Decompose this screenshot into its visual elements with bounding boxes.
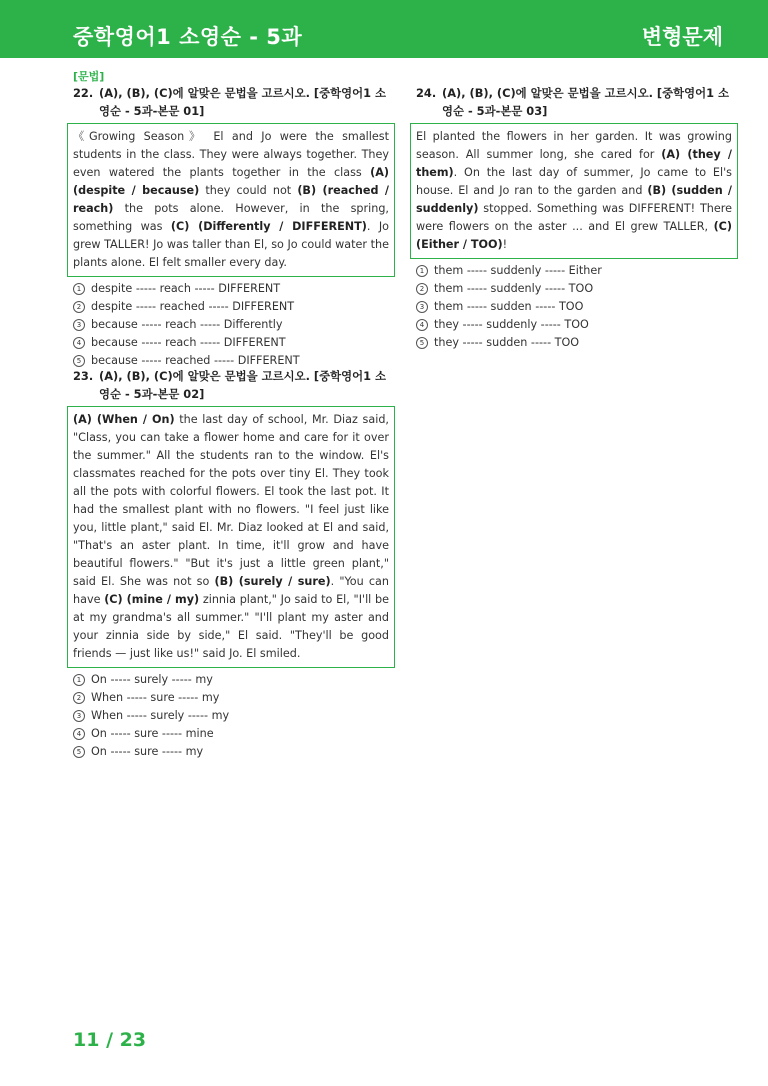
passage-text: . Jo grew TALLER! Jo was taller than El, so Jo could water the plants alone. El felt smaller every day.	[73, 220, 389, 269]
current-page: 11	[73, 1029, 100, 1051]
question-prompt: (A), (B), (C)에 알맞은 문법을 고르시오. [중학영어1 소영순 - 5과-본문 03]	[442, 86, 730, 118]
answer-options	[73, 671, 395, 761]
option-text: they ----- sudden ----- TOO	[434, 336, 580, 349]
option-text: despite ----- reached ----- DIFFERENT	[91, 300, 295, 313]
option-text: despite ----- reach ----- DIFFERENT	[91, 282, 281, 295]
option-number-circle: 5	[73, 355, 85, 367]
question-24	[416, 84, 738, 352]
blank-choice: (A) (despite / because)	[73, 166, 389, 197]
passage-text: !	[502, 238, 508, 251]
option-text: they ----- suddenly ----- TOO	[434, 318, 589, 331]
option-number-circle: 3	[73, 710, 85, 722]
passage-box	[67, 406, 395, 668]
passage-text: zinnia plant," Jo said to El, "I'll be at my grandma's all summer." "I'll plant my aster and your zinnia side by side," El said. "They'll be good friends — just like us!" said Jo. El smiled.	[73, 593, 390, 660]
option-text: them ----- suddenly ----- Either	[434, 264, 602, 277]
question-title	[73, 367, 395, 403]
option-text: them ----- suddenly ----- TOO	[434, 282, 594, 295]
answer-option[interactable]	[73, 671, 395, 689]
answer-option[interactable]	[416, 334, 738, 352]
answer-option[interactable]	[73, 707, 395, 725]
option-number-circle: 3	[73, 319, 85, 331]
option-text: because ----- reached ----- DIFFERENT	[91, 354, 300, 367]
passage-box	[410, 123, 738, 259]
option-text: On ----- sure ----- my	[91, 745, 204, 758]
passage-text: stopped. Something was DIFFERENT! There were flowers on the aster ... and El grew TALLER,	[416, 202, 732, 233]
document-title: 중학영어1 소영순 - 5과	[73, 25, 303, 49]
option-number-circle: 2	[73, 692, 85, 704]
blank-choice: (C) (mine / my)	[104, 593, 200, 606]
option-text: When ----- surely ----- my	[91, 709, 230, 722]
option-text: because ----- reach ----- Differently	[91, 318, 283, 331]
blank-choice: (B) (sudden / suddenly)	[416, 184, 732, 215]
option-text: them ----- sudden ----- TOO	[434, 300, 584, 313]
answer-options	[73, 280, 395, 370]
option-number-circle: 1	[73, 283, 85, 295]
question-number: 22.	[73, 86, 94, 100]
option-number-circle: 5	[73, 746, 85, 758]
total-pages: 23	[119, 1029, 147, 1051]
answer-option[interactable]	[416, 298, 738, 316]
blank-choice: (B) (surely / sure)	[214, 575, 331, 588]
question-prompt: (A), (B), (C)에 알맞은 문법을 고르시오. [중학영어1 소영순 - 5과-본문 01]	[99, 86, 387, 118]
option-number-circle: 1	[416, 265, 428, 277]
passage-text: 《Growing Season》 El and Jo were the smallest students in the class. They were always together. They even watered the plants together in the class	[73, 130, 389, 179]
question-23	[73, 367, 395, 761]
blank-choice: (C) (Either / TOO)	[416, 220, 732, 251]
passage-text: El planted the flowers in her garden. It was growing season. All summer long, she cared for	[416, 130, 732, 161]
answer-option[interactable]	[416, 316, 738, 334]
option-number-circle: 4	[73, 728, 85, 740]
blank-choice: (C) (Differently / DIFFERENT)	[170, 220, 367, 233]
question-22	[73, 84, 395, 370]
option-number-circle: 5	[416, 337, 428, 349]
question-title	[416, 84, 738, 120]
answer-options	[416, 262, 738, 352]
passage-text: . On the last day of summer, Jo came to El's house. El and Jo ran to the garden and	[416, 166, 732, 197]
blank-choice: (A) (they / them)	[416, 148, 732, 179]
passage-text: the pots alone. However, in the spring, something was	[73, 202, 389, 233]
page-header	[0, 0, 768, 58]
answer-option[interactable]	[73, 334, 395, 352]
option-text: When ----- sure ----- my	[91, 691, 220, 704]
answer-option[interactable]	[73, 725, 395, 743]
option-number-circle: 2	[416, 283, 428, 295]
page-number	[73, 1029, 146, 1051]
answer-option[interactable]	[73, 689, 395, 707]
option-number-circle: 3	[416, 301, 428, 313]
question-number: 24.	[416, 86, 437, 100]
answer-option[interactable]	[416, 280, 738, 298]
option-text: On ----- surely ----- my	[91, 673, 213, 686]
document-type-tag: 변형문제	[641, 25, 723, 49]
option-number-circle: 2	[73, 301, 85, 313]
passage-text: they could not	[199, 184, 298, 197]
option-text: On ----- sure ----- mine	[91, 727, 214, 740]
option-number-circle: 4	[73, 337, 85, 349]
option-number-circle: 4	[416, 319, 428, 331]
option-text: because ----- reach ----- DIFFERENT	[91, 336, 286, 349]
question-number: 23.	[73, 369, 94, 383]
option-number-circle: 1	[73, 674, 85, 686]
answer-option[interactable]	[73, 743, 395, 761]
passage-text: the last day of school, Mr. Diaz said, "Class, you can take a flower home and care for it over the summer." All the students ran to the window. El's classmates reached for the pots over tiny El. They took all the pots with colorful flowers. El took the last pot. It had the smallest plant with no flowers. "I feel just like you, little plant," said El. Mr. Diaz looked at El and said, "That's an aster plant. In time, it'll grow and have beautiful flowers." "But it's just a little green plant," said El. She was not so	[73, 413, 389, 588]
passage-text: . "You can have	[73, 575, 389, 606]
answer-option[interactable]	[73, 316, 395, 334]
blank-choice: (A) (When / On)	[73, 413, 175, 426]
answer-option[interactable]	[416, 262, 738, 280]
answer-option[interactable]	[73, 298, 395, 316]
question-prompt: (A), (B), (C)에 알맞은 문법을 고르시오. [중학영어1 소영순 - 5과-본문 02]	[99, 369, 387, 401]
question-title	[73, 84, 395, 120]
passage-box	[67, 123, 395, 277]
page-separator: /	[106, 1029, 114, 1051]
blank-choice: (B) (reached / reach)	[73, 184, 390, 215]
answer-option[interactable]	[73, 280, 395, 298]
section-label: [문법]	[73, 70, 105, 83]
